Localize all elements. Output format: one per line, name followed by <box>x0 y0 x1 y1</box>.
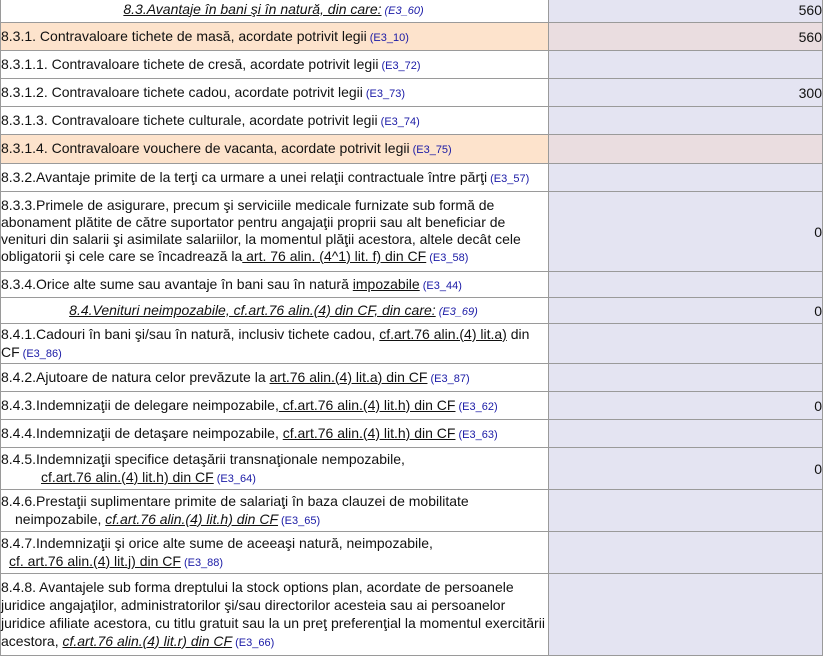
table-row <box>1 51 823 79</box>
row-label: 8.3.2.Avantaje primite de la terţi ca urmare a unei relaţii contractuale între părţi (E3_57) <box>1 164 549 192</box>
row-label: 8.4.5.Indemnizaţii specifice detaşării transnaţionale nempozabile, cf.art.76 alin.(4) lit.h) din CF (E3_64) <box>1 448 549 490</box>
row-value-field[interactable] <box>549 490 823 532</box>
row-value-field[interactable] <box>549 532 823 574</box>
table-row <box>1 392 823 420</box>
table-row <box>1 272 823 298</box>
row-label: 8.3.Avantaje în bani şi în natură, din care: (E3_60) <box>1 0 549 23</box>
table-row <box>1 135 823 164</box>
row-value-field[interactable] <box>549 324 823 364</box>
row-label: 8.4.1.Cadouri în bani şi/sau în natură, inclusiv tichete cadou, cf.art.76 alin.(4) lit.a) din CF (E3_86) <box>1 324 549 364</box>
table-row <box>1 448 823 490</box>
row-value-field[interactable]: 560 <box>549 23 823 51</box>
row-label: 8.4.Venituri neimpozabile, cf.art.76 alin.(4) din CF, din care: (E3_69) <box>1 298 549 324</box>
table-row <box>1 532 823 574</box>
row-value-field[interactable]: 0 <box>549 298 823 324</box>
row-label: 8.3.1. Contravaloare tichete de masă, acordate potrivit legii (E3_10) <box>1 23 549 51</box>
row-value-field[interactable]: 560 <box>549 0 823 23</box>
row-label: 8.4.3.Indemnizaţii de delegare neimpozabile, cf.art.76 alin.(4) lit.h) din CF (E3_62) <box>1 392 549 420</box>
table-row <box>1 364 823 392</box>
table-row <box>1 79 823 107</box>
row-label: 8.4.8. Avantajele sub forma dreptului la stock options plan, acordate de persoanele juridice angajaţilor, administratorilor şi/sau directorilor acesteia sau ai persoanelor juridice afiliate acestora, cu titlu gratuit sau la un preţ preferenţial la momentul exercitării acestora, cf.art.76 alin.(4) lit.r) din CF (E3_66) <box>1 574 549 656</box>
row-value-field[interactable]: 0 <box>549 192 823 272</box>
table-row <box>1 0 823 23</box>
table-row <box>1 107 823 135</box>
table-row <box>1 324 823 364</box>
row-value-field[interactable] <box>549 574 823 656</box>
row-label: 8.4.6.Prestaţii suplimentare primite de salariaţi în baza clauzei de mobilitate neimpozabile, cf.art.76 alin.(4) lit.h) din CF (E3_65) <box>1 490 549 532</box>
table-row <box>1 420 823 448</box>
row-value-field[interactable]: 0 <box>549 448 823 490</box>
row-value-field[interactable] <box>549 272 823 298</box>
row-value-field[interactable] <box>549 51 823 79</box>
row-value-field[interactable]: 300 <box>549 79 823 107</box>
row-label: 8.4.2.Ajutoare de natura celor prevăzute la art.76 alin.(4) lit.a) din CF (E3_87) <box>1 364 549 392</box>
row-label: 8.4.7.Indemnizaţii şi orice alte sume de aceeaşi natură, neimpozabile, cf. art.76 alin.(4) lit.j) din CF (E3_88) <box>1 532 549 574</box>
row-value-field[interactable] <box>549 364 823 392</box>
row-value-field[interactable]: 0 <box>549 392 823 420</box>
row-label: 8.4.4.Indemnizaţii de detaşare neimpozabile, cf.art.76 alin.(4) lit.h) din CF (E3_63) <box>1 420 549 448</box>
row-value-field[interactable] <box>549 107 823 135</box>
row-label: 8.3.3.Primele de asigurare, precum şi serviciile medicale furnizate sub formă de abonament plătite de către suportator pentru angajaţii proprii sau alt beneficiar de venituri din salarii şi asimilate salariilor, la momentul plăţii acestora, altele decât cele obligatorii şi cele care se încadrează la art. 76 alin. (4^1) lit. f) din CF (E3_58) <box>1 192 549 272</box>
table-row <box>1 490 823 532</box>
table-row <box>1 574 823 656</box>
row-label: 8.3.1.3. Contravaloare tichete culturale, acordate potrivit legii (E3_74) <box>1 107 549 135</box>
row-value-field[interactable] <box>549 420 823 448</box>
row-label: 8.3.1.2. Contravaloare tichete cadou, acordate potrivit legii (E3_73) <box>1 79 549 107</box>
row-label: 8.3.1.1. Contravaloare tichete de cresă, acordate potrivit legii (E3_72) <box>1 51 549 79</box>
table-row <box>1 164 823 192</box>
table-row <box>1 298 823 324</box>
row-value-field[interactable] <box>549 135 823 164</box>
row-label: 8.3.4.Orice alte sume sau avantaje în bani sau în natură impozabile (E3_44) <box>1 272 549 298</box>
row-value-field[interactable] <box>549 164 823 192</box>
table-row <box>1 192 823 272</box>
table-row <box>1 23 823 51</box>
row-label: 8.3.1.4. Contravaloare vouchere de vacanta, acordate potrivit legii (E3_75) <box>1 135 549 164</box>
